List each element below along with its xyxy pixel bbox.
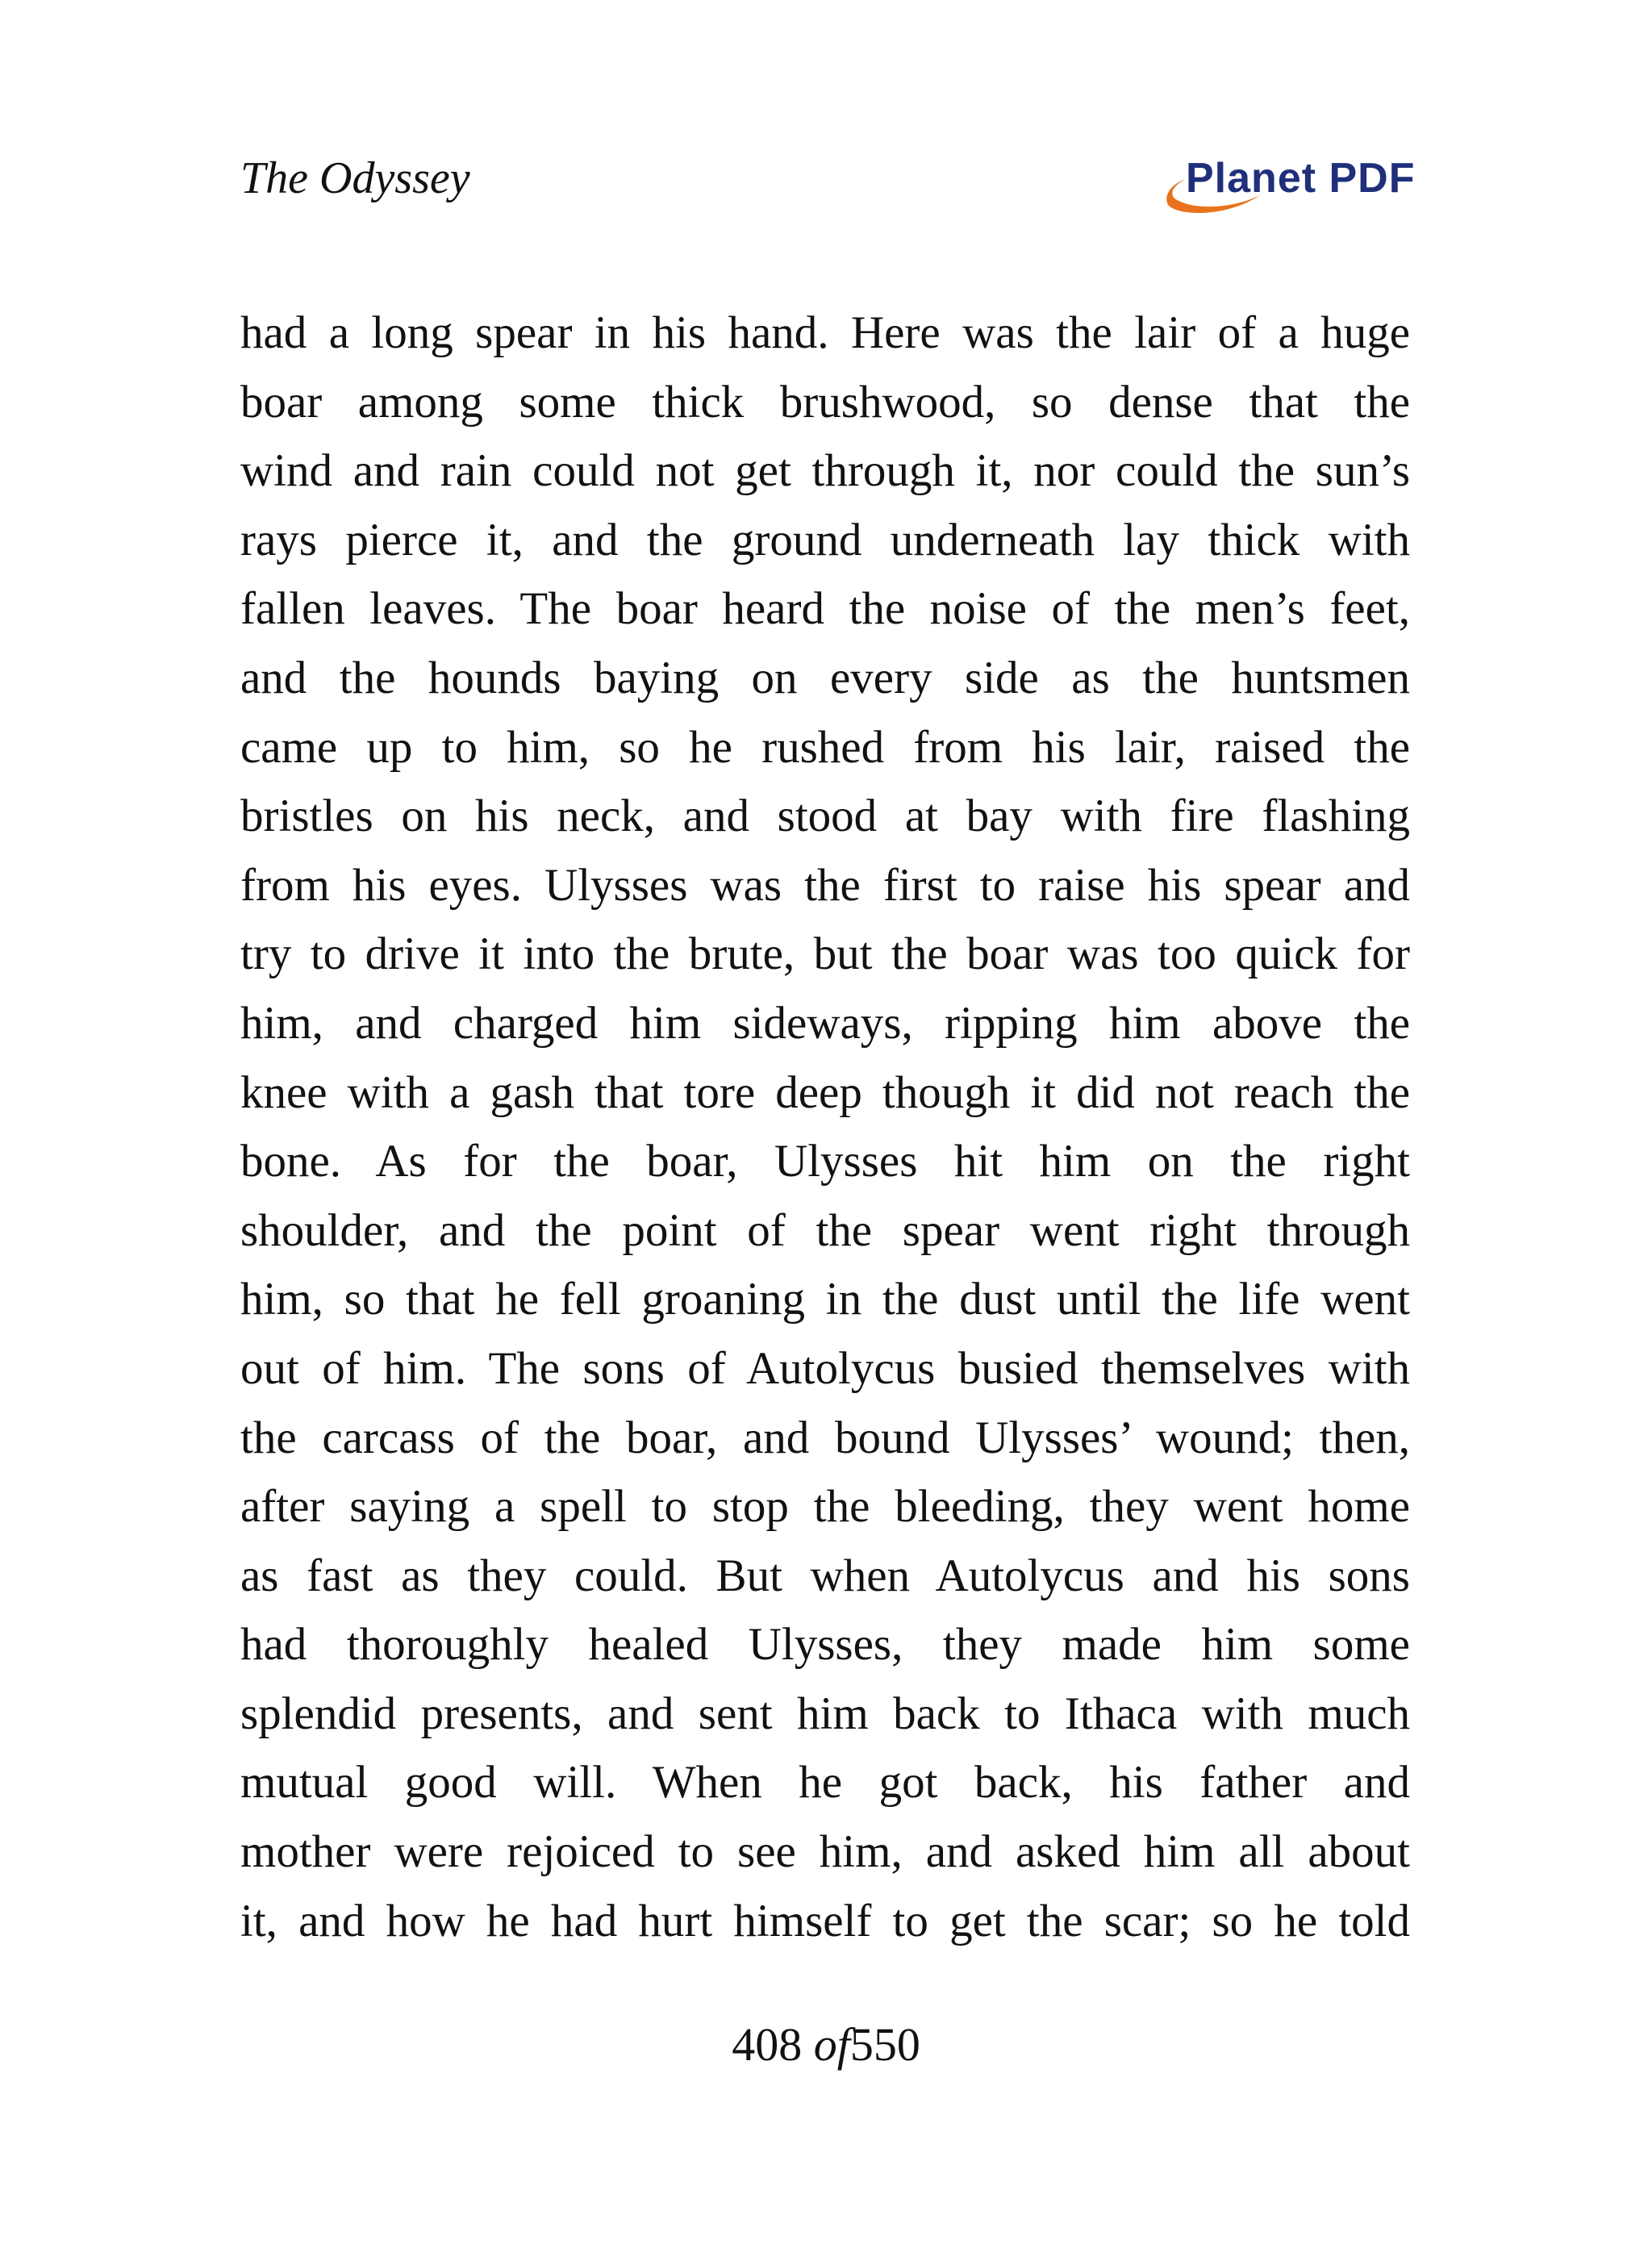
body-line: boar among some thick brushwood, so dense that the <box>240 376 1410 428</box>
page-footer <box>0 2017 1652 2073</box>
current-page-number: 408 <box>732 2018 814 2071</box>
body-line: it, and how he had hurt himself to get the scar; so he told <box>240 1895 1410 1946</box>
body-line: shoulder, and the point of the spear went right through <box>240 1204 1410 1256</box>
body-line: him, and charged him sideways, ripping him above the <box>240 997 1410 1049</box>
body-line: try to drive it into the brute, but the boar was too quick for <box>240 928 1410 980</box>
body-line: bone. As for the boar, Ulysses hit him on the right <box>240 1136 1410 1187</box>
body-line: came up to him, so he rushed from his lair, raised the <box>240 721 1410 773</box>
body-line: had a long spear in his hand. Here was the lair of a huge <box>240 307 1410 358</box>
of-label: of <box>813 2018 850 2071</box>
body-line: mother were rejoiced to see him, and asked him all about <box>240 1826 1410 1878</box>
body-line: from his eyes. Ulysses was the first to raise his spear and <box>240 859 1410 911</box>
body-line: wind and rain could not get through it, nor could the sun’s <box>240 445 1410 497</box>
body-line: the carcass of the boar, and bound Ulysses’ wound; then, <box>240 1412 1410 1463</box>
body-line: and the hounds baying on every side as the huntsmen <box>240 652 1410 703</box>
total-pages: 550 <box>849 2018 920 2071</box>
body-text <box>240 298 1410 1955</box>
logo-text: Planet PDF <box>1186 155 1416 202</box>
body-line: after saying a spell to stop the bleeding, they went home <box>240 1481 1410 1533</box>
body-line: fallen leaves. The boar heard the noise of the men’s feet, <box>240 583 1410 635</box>
planet-pdf-logo <box>1162 152 1416 216</box>
body-line: out of him. The sons of Autolycus busied themselves with <box>240 1342 1410 1394</box>
body-line: mutual good will. When he got back, his father and <box>240 1757 1410 1809</box>
body-line: splendid presents, and sent him back to Ithaca with much <box>240 1688 1410 1739</box>
body-line: as fast as they could. But when Autolycus and his sons <box>240 1550 1410 1601</box>
running-head-title: The Odyssey <box>240 153 470 203</box>
body-line: knee with a gash that tore deep though it did not reach the <box>240 1066 1410 1118</box>
body-line: rays pierce it, and the ground underneath lay thick with <box>240 514 1410 565</box>
body-line: bristles on his neck, and stood at bay with fire flashing <box>240 791 1410 842</box>
body-line: him, so that he fell groaning in the dust until the life went <box>240 1274 1410 1325</box>
body-line: had thoroughly healed Ulysses, they made him some <box>240 1619 1410 1671</box>
